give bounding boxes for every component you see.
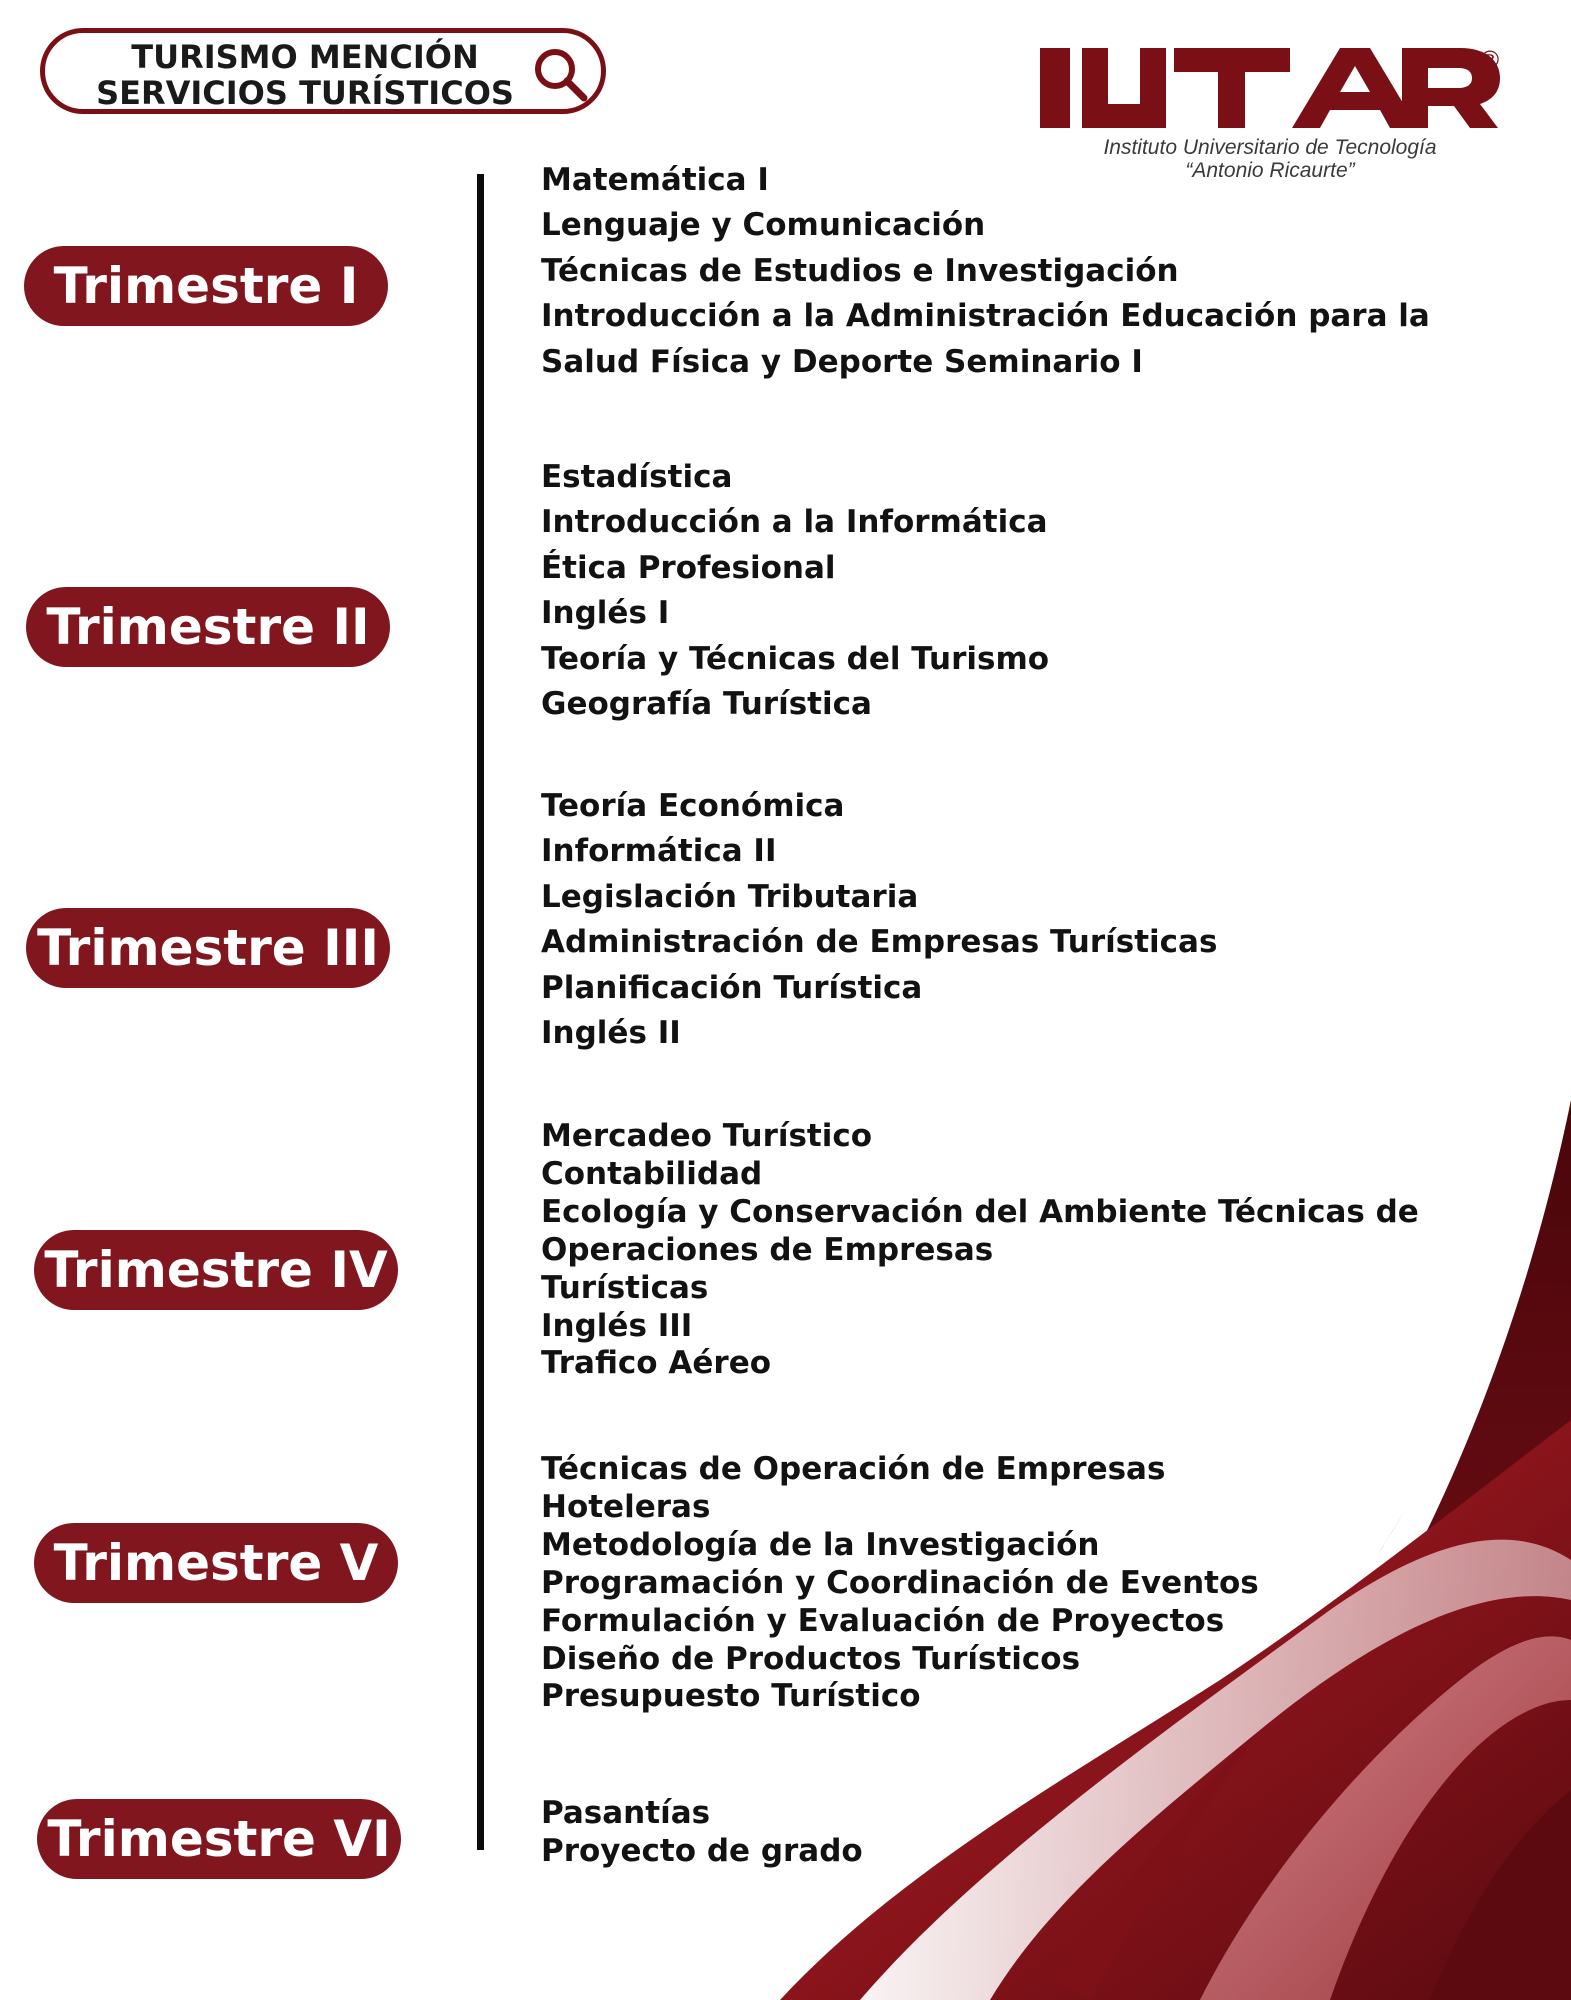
subject-item: Lenguaje y Comunicación xyxy=(541,207,986,244)
subject-item: Administración de Empresas Turísticas xyxy=(541,924,1218,961)
term-badge-3[interactable]: Trimestre III xyxy=(26,908,390,988)
subject-item: Inglés II xyxy=(541,1015,681,1052)
search-icon[interactable] xyxy=(529,43,593,107)
subject-item: Metodología de la Investigación xyxy=(541,1526,1100,1563)
subject-item: Pasantías xyxy=(541,1795,711,1831)
term-badge-6[interactable]: Trimestre VI xyxy=(37,1799,401,1879)
subject-item: Inglés III xyxy=(541,1307,693,1344)
subject-item: Estadística xyxy=(541,459,733,495)
subject-list-term-3 xyxy=(541,784,1217,1056)
iutar-wordmark-logo xyxy=(1040,44,1500,134)
subject-list-term-2 xyxy=(541,455,1049,727)
subject-item: Teoría Económica xyxy=(541,788,845,824)
subject-item: Técnicas de Operación de Empresas xyxy=(541,1451,1166,1487)
term-badge-2[interactable]: Trimestre II xyxy=(26,587,390,667)
program-title: TURISMO MENCIÓN SERVICIOS TURÍSTICOS xyxy=(96,38,514,112)
term-badge-5[interactable]: Trimestre V xyxy=(34,1523,398,1603)
subject-item: Geografía Turística xyxy=(541,686,872,723)
logo-subtitle-line2: “Antonio Ricaurte” xyxy=(1185,159,1355,182)
subject-list-term-1 xyxy=(541,158,1430,385)
subject-list-term-6 xyxy=(541,1795,863,1871)
subject-item: Programación y Coordinación de Eventos xyxy=(541,1564,1259,1601)
subject-item: Matemática I xyxy=(541,162,769,198)
program-search-pill[interactable] xyxy=(40,28,606,114)
subject-item: Salud Física y Deporte Seminario I xyxy=(541,343,1143,380)
subject-list-term-5 xyxy=(541,1451,1259,1716)
subject-item: Contabilidad xyxy=(541,1155,763,1192)
subject-item: Técnicas de Estudios e Investigación xyxy=(541,252,1179,289)
subject-item: Presupuesto Turístico xyxy=(541,1678,921,1715)
subject-item: Informática II xyxy=(541,833,777,870)
subject-item: Proyecto de grado xyxy=(541,1832,863,1869)
subject-item: Ecología y Conservación del Ambiente Técnicas de xyxy=(541,1193,1419,1230)
logo-subtitle-line1: Instituto Universitario de Tecnología xyxy=(1103,136,1437,159)
subject-item: Planificación Turística xyxy=(541,969,923,1006)
subject-item: Hoteleras xyxy=(541,1488,711,1525)
subject-item: Mercadeo Turístico xyxy=(541,1118,873,1154)
subject-item: Teoría y Técnicas del Turismo xyxy=(541,640,1050,677)
subject-item: Ética Profesional xyxy=(541,549,836,586)
subject-item: Inglés I xyxy=(541,595,670,632)
subject-item: Introducción a la Administración Educación para la xyxy=(541,298,1430,335)
subject-item: Formulación y Evaluación de Proyectos xyxy=(541,1602,1225,1639)
term-badge-1[interactable]: Trimestre I xyxy=(24,246,388,326)
subject-item: Trafico Aéreo xyxy=(541,1345,772,1382)
registered-mark: ® xyxy=(1478,46,1502,74)
subject-item: Operaciones de Empresas xyxy=(541,1231,994,1268)
term-badge-4[interactable]: Trimestre IV xyxy=(34,1230,398,1310)
subject-item: Diseño de Productos Turísticos xyxy=(541,1640,1081,1677)
subject-item: Turísticas xyxy=(541,1269,709,1306)
timeline-divider xyxy=(477,174,484,1850)
subject-item: Introducción a la Informática xyxy=(541,504,1048,541)
subject-list-term-4 xyxy=(541,1118,1419,1383)
subject-item: Legislación Tributaria xyxy=(541,878,919,915)
